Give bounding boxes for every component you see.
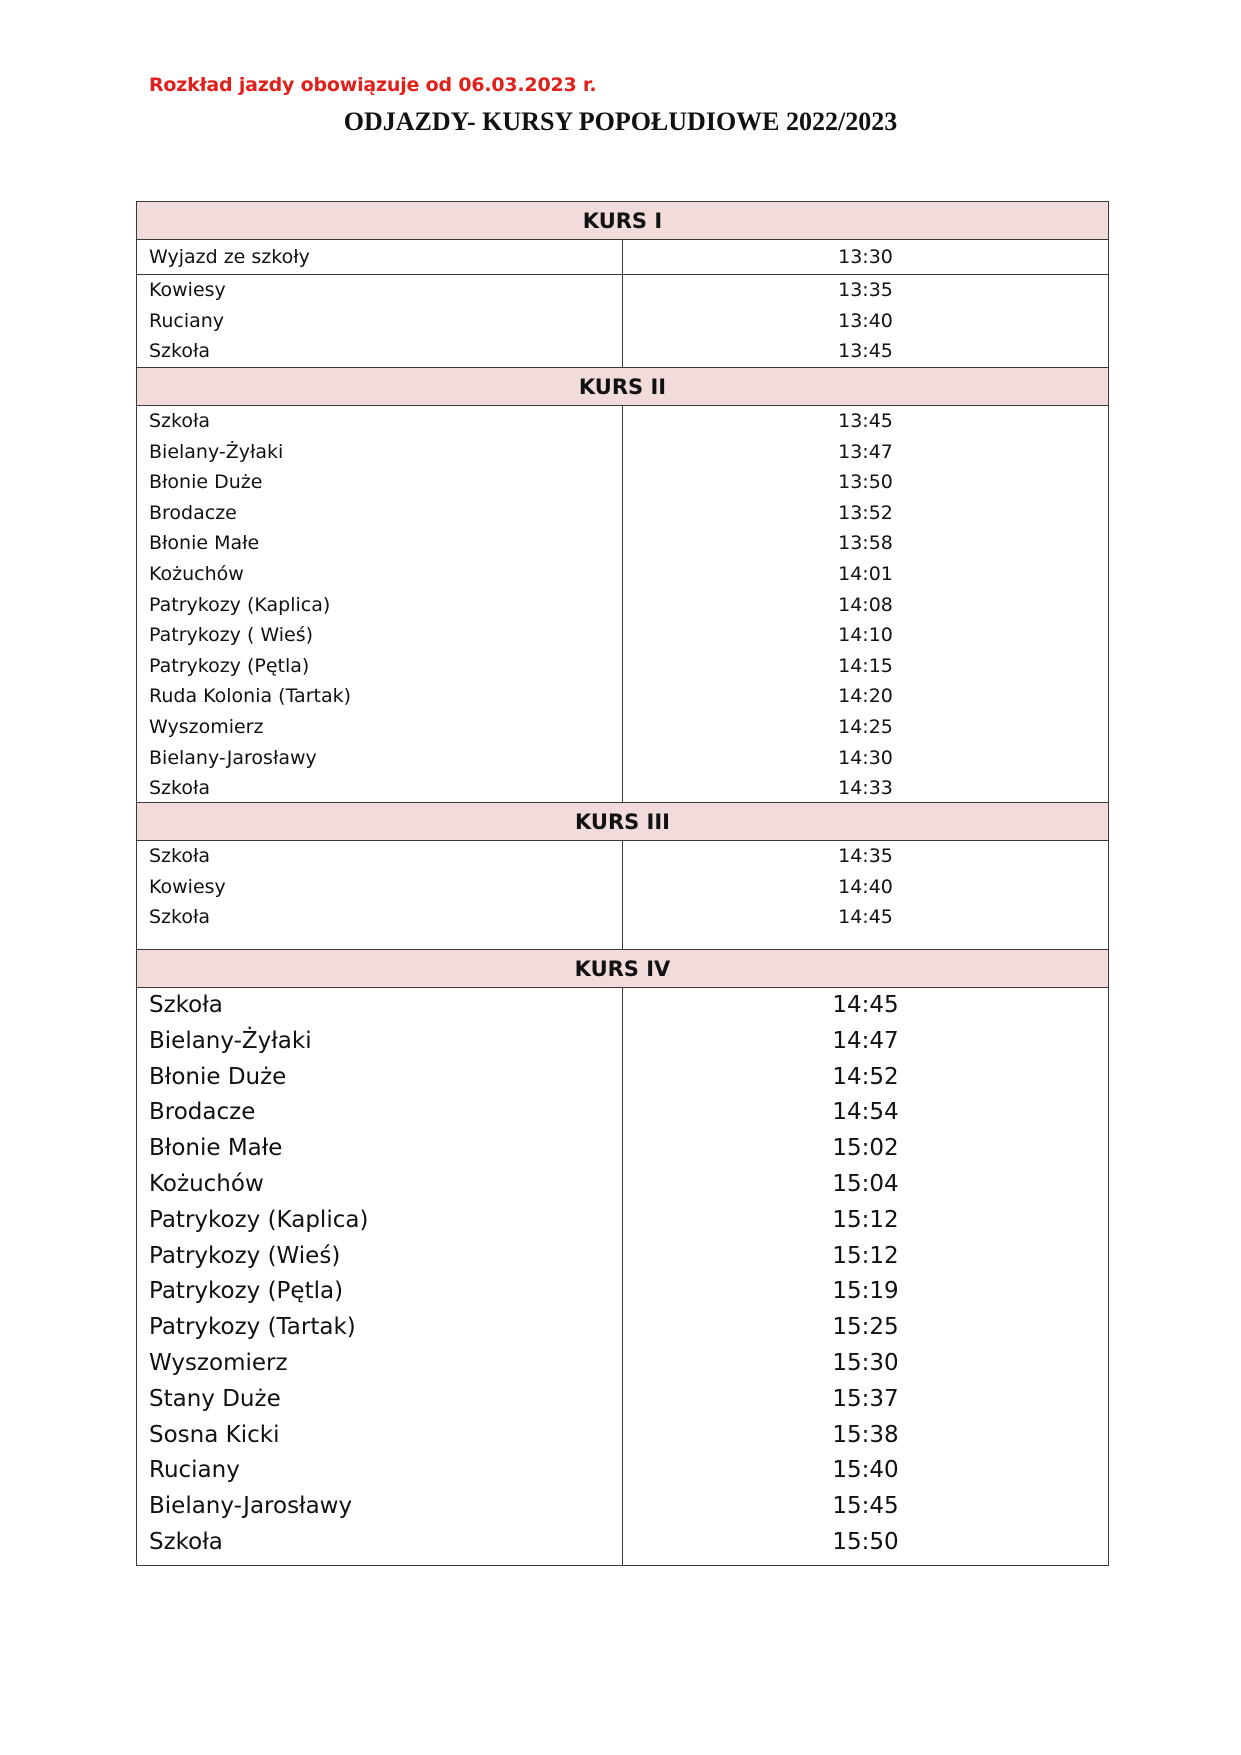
departure-time: 14:35 (838, 845, 893, 867)
departure-time: 15:40 (832, 1457, 899, 1484)
departure-time: 13:47 (838, 440, 893, 463)
departure-time: 15:30 (832, 1349, 899, 1376)
schedule-table (136, 201, 1109, 1566)
departure-time: 14:45 (832, 992, 899, 1018)
departure-time: 15:25 (832, 1314, 899, 1341)
departure-time: 14:20 (838, 685, 893, 708)
stop-name: Szkoła (149, 340, 211, 363)
page-title: ODJAZDY- KURSY POPOŁUDIOWE 2022/2023 (343, 107, 898, 136)
departure-time: 13:52 (838, 501, 893, 524)
route-group (137, 841, 1108, 950)
stop-name: Błonie Duże (149, 1063, 287, 1090)
departure-time: 14:52 (832, 1063, 899, 1090)
route-group (137, 406, 1108, 803)
stop-name: Sosna Kicki (149, 1421, 280, 1448)
departure-time: 13:30 (838, 246, 893, 268)
validity-notice: Rozkład jazdy obowiązuje od 06.03.2023 r. (149, 74, 597, 96)
stop-name: Bielany-Jarosławy (149, 1493, 353, 1520)
stop-name: Ruciany (149, 1457, 240, 1484)
departure-time: 13:58 (838, 532, 893, 555)
departure-time: 13:35 (838, 279, 893, 301)
stop-name: Szkoła (149, 992, 223, 1018)
departure-time: 14:25 (838, 715, 893, 738)
stop-name: Patrykozy (Pętla) (149, 654, 310, 677)
stop-name: Kożuchów (149, 562, 244, 585)
route-group (137, 988, 1108, 1565)
stop-name: Ruciany (149, 309, 225, 332)
stop-name: Stany Duże (149, 1385, 281, 1412)
stop-name: Patrykozy (Kaplica) (149, 593, 331, 616)
stop-name: Patrykozy (Kaplica) (149, 1206, 369, 1233)
stop-name: Bielany-Żyłaki (149, 1027, 312, 1054)
stop-name: Kowiesy (149, 875, 226, 898)
kurs-header: KURS I (137, 202, 1108, 240)
route-group (137, 275, 1108, 368)
stop-name: Szkoła (149, 777, 211, 800)
stop-name: Wyszomierz (149, 715, 264, 738)
stop-name: Brodacze (149, 501, 237, 524)
stop-name: Błonie Duże (149, 471, 263, 494)
stop-name: Szkoła (149, 410, 211, 432)
departure-time: 15:45 (832, 1493, 899, 1520)
departure-time: 14:47 (832, 1027, 899, 1054)
stop-name: Błonie Małe (149, 1135, 283, 1162)
departure-time: 15:38 (832, 1421, 899, 1448)
stop-name: Wyszomierz (149, 1349, 288, 1376)
departure-time: 14:10 (838, 624, 893, 647)
departure-time: 14:33 (838, 777, 893, 800)
stop-name: Ruda Kolonia (Tartak) (149, 685, 352, 708)
departure-time: 15:04 (832, 1170, 899, 1197)
stop-name: Wyjazd ze szkoły (149, 246, 310, 268)
stop-name: Kowiesy (149, 279, 226, 301)
kurs-header: KURS III (137, 803, 1108, 841)
departure-row (137, 240, 1108, 275)
stop-name: Błonie Małe (149, 532, 260, 555)
stop-name: Patrykozy (Tartak) (149, 1314, 356, 1341)
departure-time: 14:40 (838, 875, 893, 898)
stop-name: Patrykozy (Wieś) (149, 1242, 341, 1269)
stop-name: Patrykozy (Pętla) (149, 1278, 344, 1305)
departure-time: 13:45 (838, 340, 893, 363)
departure-time: 14:01 (838, 562, 893, 585)
stop-name: Szkoła (149, 1528, 223, 1555)
departure-time: 14:08 (838, 593, 893, 616)
departure-time: 13:45 (838, 410, 893, 432)
departure-time: 15:12 (832, 1242, 899, 1269)
departure-time: 14:45 (838, 906, 893, 929)
departure-time: 14:15 (838, 654, 893, 677)
departure-time: 15:19 (832, 1278, 899, 1305)
departure-time: 15:50 (832, 1528, 899, 1555)
stop-name: Patrykozy ( Wieś) (149, 624, 314, 647)
stop-name: Brodacze (149, 1099, 256, 1126)
stop-name: Szkoła (149, 906, 211, 929)
departure-time: 13:40 (838, 309, 893, 332)
stop-name: Bielany-Jarosławy (149, 746, 317, 769)
departure-time: 15:37 (832, 1385, 899, 1412)
departure-time: 14:54 (832, 1099, 899, 1126)
departure-time: 13:50 (838, 471, 893, 494)
stop-name: Szkoła (149, 845, 211, 867)
departure-time: 15:12 (832, 1206, 899, 1233)
stop-name: Bielany-Żyłaki (149, 440, 284, 463)
kurs-header: KURS IV (137, 950, 1108, 988)
kurs-header: KURS II (137, 368, 1108, 406)
departure-time: 15:02 (832, 1135, 899, 1162)
departure-time: 14:30 (838, 746, 893, 769)
stop-name: Kożuchów (149, 1170, 264, 1197)
